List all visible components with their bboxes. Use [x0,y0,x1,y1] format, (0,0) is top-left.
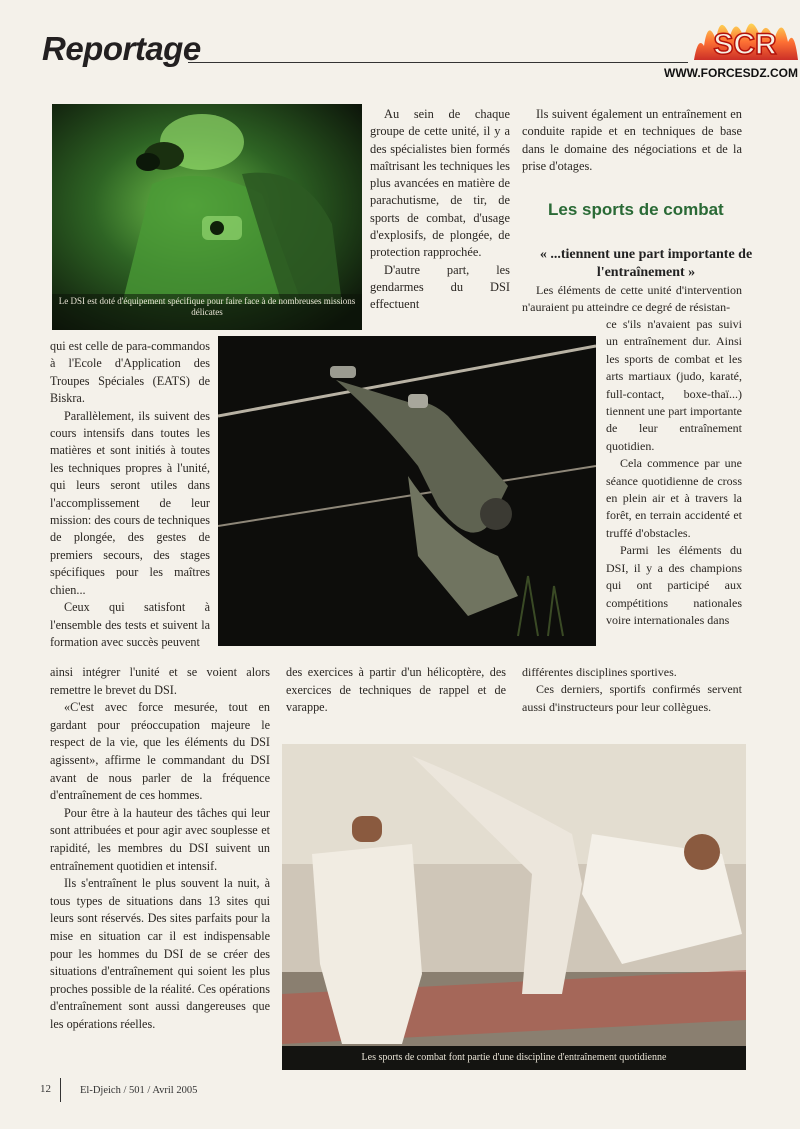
column-right-top [522,106,742,175]
footer-divider [60,1078,61,1102]
paragraph: différentes disciplines sportives. [522,665,677,679]
column-right-middle [606,316,742,629]
paragraph: Cela commence par une séance quotidienne de cross en plein air et à travers la forêt, en terrain accidenté et truffé d'obstacles. [606,456,742,540]
rope-crossing-photo [218,336,596,646]
night-vision-photo [52,104,362,330]
magazine-issue: El-Djeich / 501 / Avril 2005 [80,1085,198,1096]
column-left-top [50,338,210,651]
site-logo [690,6,800,64]
karate-caption: Les sports de combat font partie d'une discipline d'entraînement quotidienne [361,1052,667,1063]
karate-photo [282,744,746,1070]
paragraph: Pour être à la hauteur des tâches qui leur sont attribuées et pour agir avec souplesse et rapidité, les membres du DSI suivent un entraînement quotidien et intensif. [50,805,270,873]
paragraph: D'autre part, les gendarmes du DSI effectuent [370,262,510,312]
section-title: Reportage [42,30,201,67]
paragraph: Ils s'entraînent le plus souvent la nuit, à tous types de situations dans 13 sites qui leurs sont réservés. Des sites parfaits pour la mise en situation car il est indispensable pour les hommes du DSI de se créer des situations d'entraînement qui soient les plus proches possible de la réalité. Ces opérations d'entraînement sont aussi dangereuses que les opérations réelles. [50,876,270,1031]
paragraph: Parmi les éléments du DSI, il y a des champions qui ont participé aux compétitions nationales voire internationales dans [606,543,742,627]
paragraph: Au sein de chaque groupe de cette unité, il y a des spécialistes bien formés maîtrisant les techniques les plus avancées en matière de parachutisme, de tir, de sports de combat, d'usage d'explosifs, de plongée, de protection rapprochée. [370,107,510,260]
paragraph: Les éléments de cette unité d'intervention n'auraient pu atteindre ce degré de résistan- [522,283,742,314]
paragraph: ainsi intégrer l'unité et se voient alors remettre le brevet du DSI. [50,665,270,697]
paragraph: qui est celle de para-commandos à l'Ecole d'Application des Troupes Spéciales (EATS) de Biskra. [50,339,210,406]
paragraph: Ces derniers, sportifs confirmés servent aussi d'instructeurs pour leur collègues. [522,682,742,714]
subheading: Les sports de combat [548,200,724,219]
paragraph: ce s'ils n'avaient pas suivi un entraînement dur. Ainsi les sports de combat et les arts martiaux (judo, karaté, full-contact, boxe-thaï...) tiennent une part importante de leur entraînement quotidien. [606,317,742,453]
paragraph: Parallèlement, ils suivent des cours intensifs dans toutes les matières et sont initiés à toutes les techniques propres à l'unité, qui leurs seront utiles dans l'accomplissement de leur mission: des cours de techniques de plongée, des gestes de premiers secours, des stages spécifiques pour les maîtres chien... [50,408,210,597]
paragraph: des exercices à partir d'un hélicoptère, des exercices de techniques de rappel et de varappe. [286,665,506,715]
column-left-bottom [50,664,270,1033]
paragraph: Ils suivent également un entraînement en conduite rapide et en techniques de base dans le domaine des négociations et de la prise d'otages. [522,107,742,173]
paragraph: «C'est avec force mesurée, tout en gardant pour préoccupation majeure le respect de la vie, que les éléments du DSI agissent», affirme le commandant du DSI avant de nous parler de la fréquence d'entraînement de ces hommes. [50,700,270,803]
column-middle-bottom [286,664,506,717]
night-vision-caption: Le DSI est doté d'équipement spécifique pour faire face à de nombreuses missions délicates [58,296,356,317]
column-middle-top [370,106,510,314]
paragraph: Ceux qui satisfont à l'ensemble des tests et suivent la formation avec succès peuvent [50,600,210,649]
page-number: 12 [40,1083,51,1095]
column-right-intro [522,282,742,315]
pull-quote: « ...tiennent une part importante de l'entraînement » [539,247,753,280]
site-url[interactable]: WWW.FORCESDZ.COM [664,66,798,80]
header-rule [188,62,688,63]
svg-text:SCR: SCR [713,28,777,61]
column-right-bottom [522,664,742,716]
